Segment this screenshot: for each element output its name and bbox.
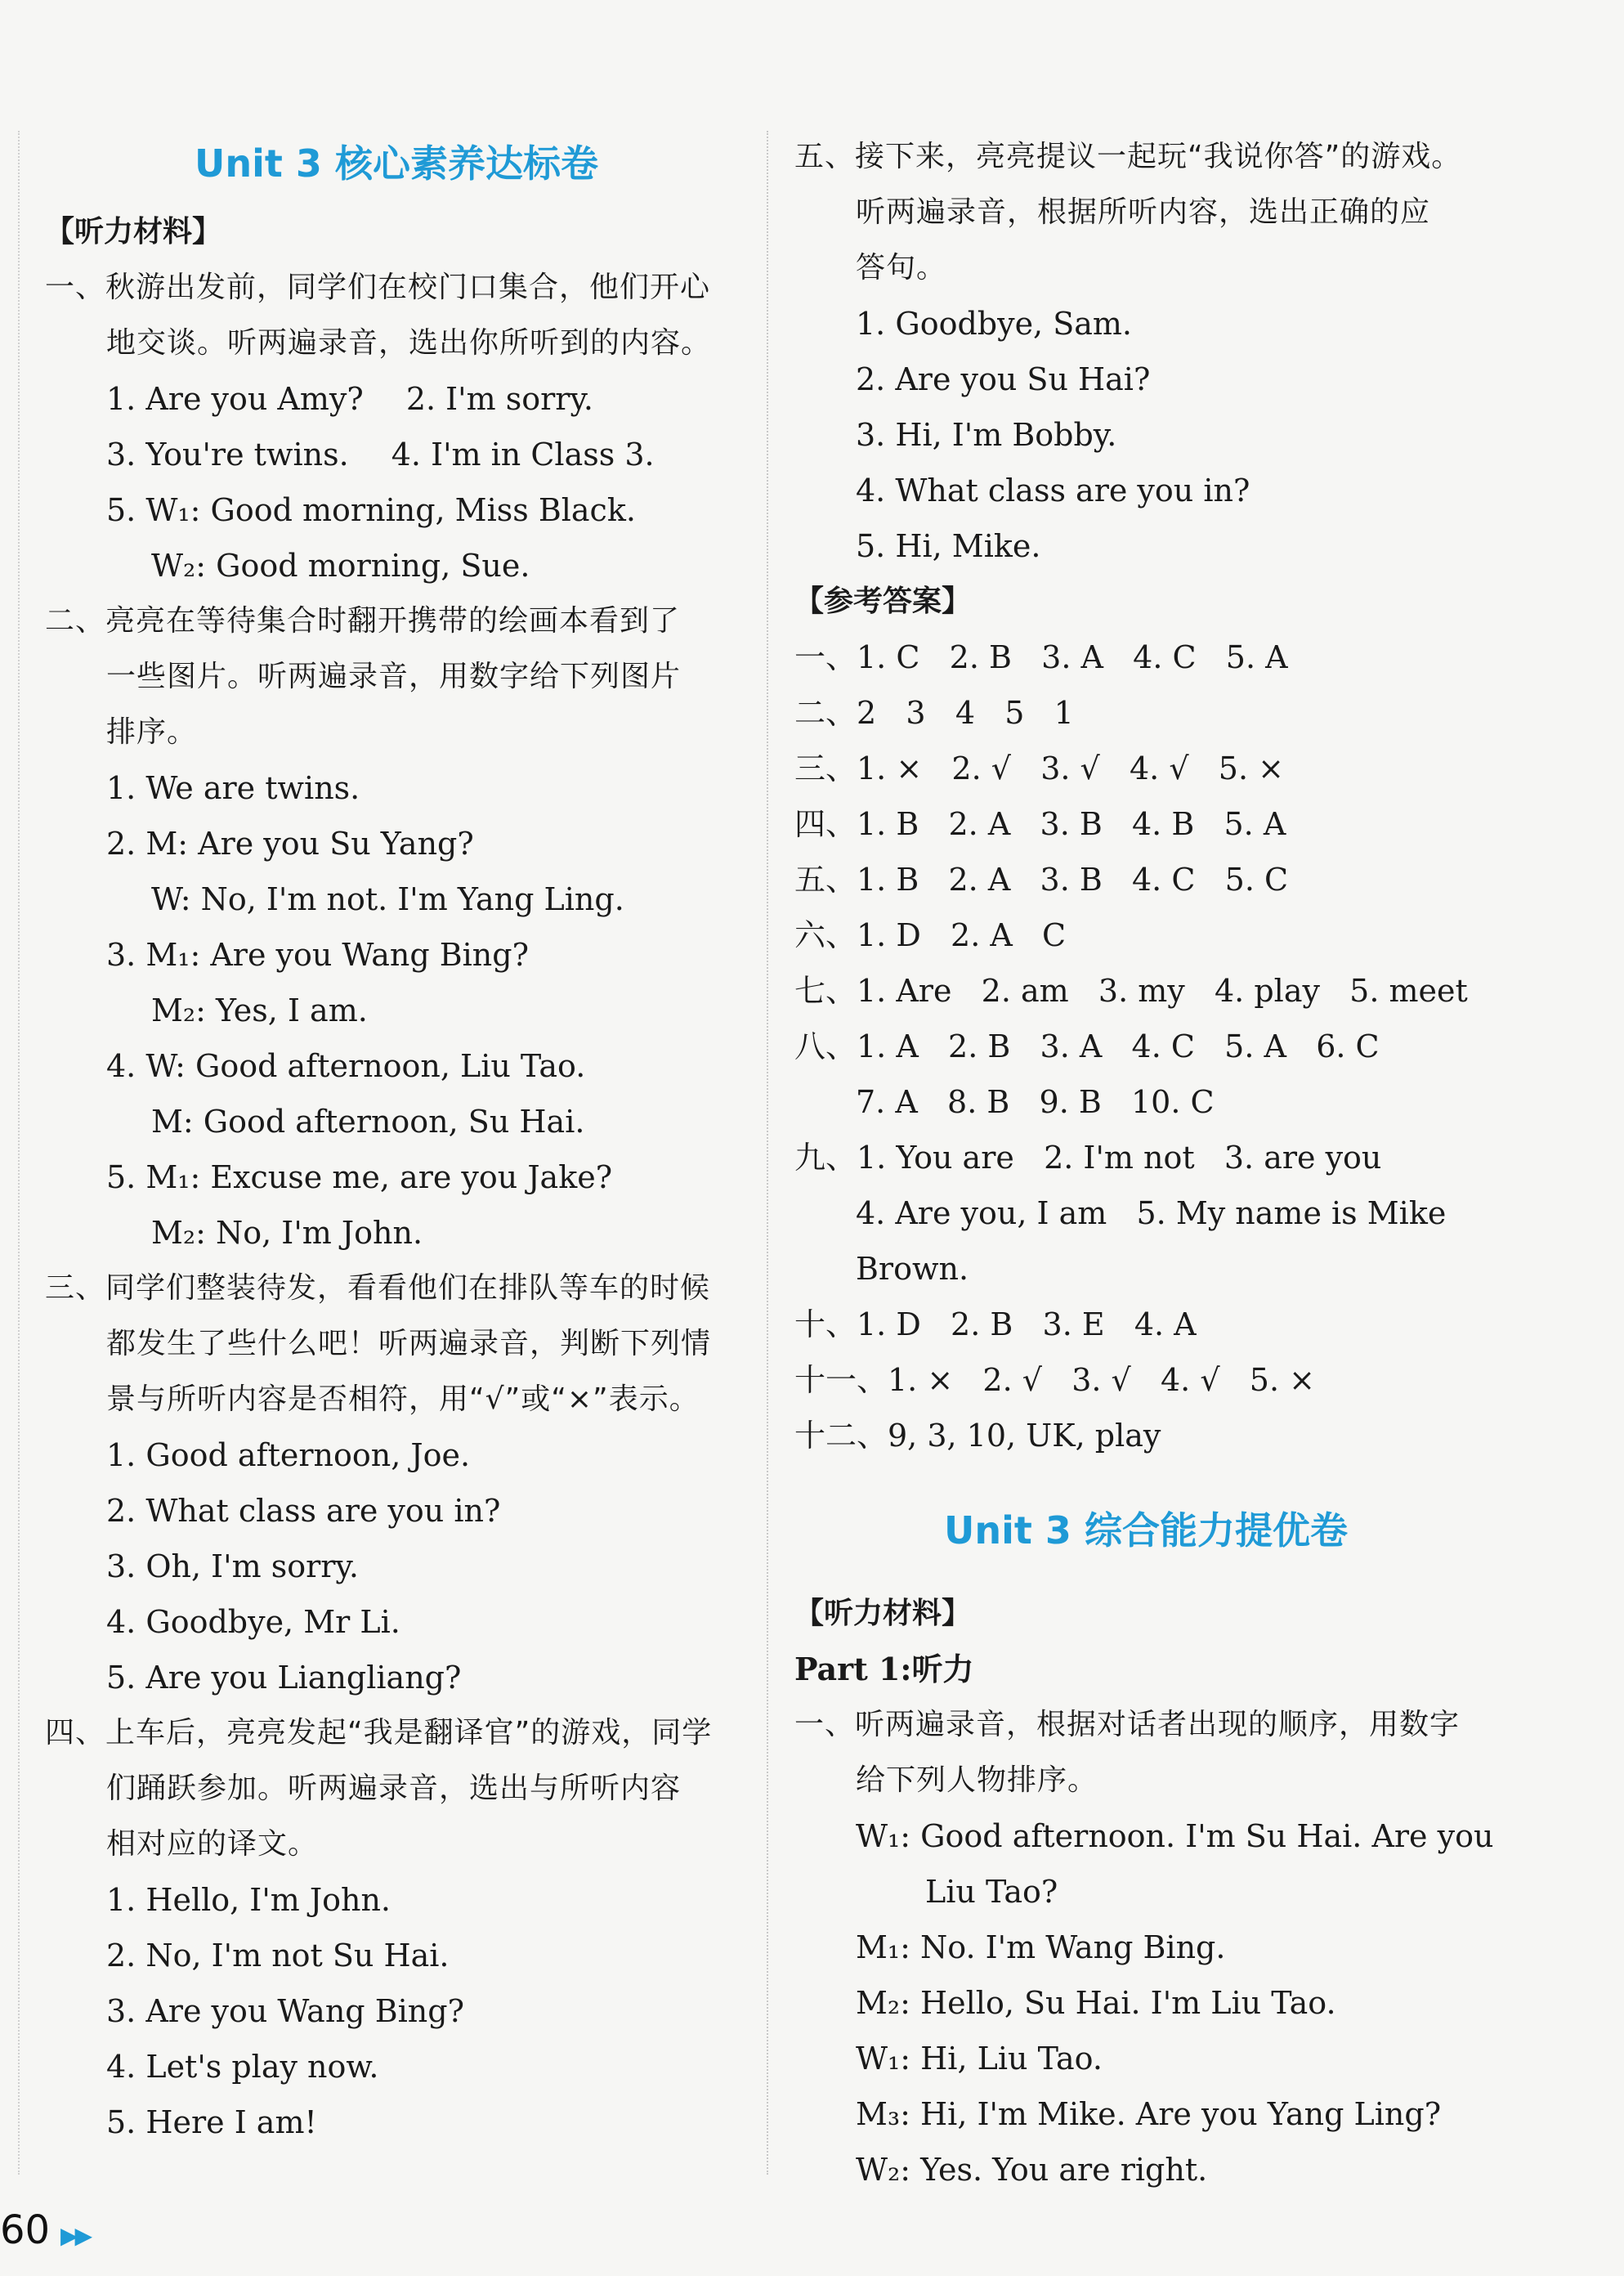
s5-question-c: 答句。: [856, 251, 947, 284]
s3-question-c: 景与所听内容是否相符，用“√”或“×”表示。: [106, 1382, 700, 1416]
answer-8a: 八、1. A 2. B 3. A 4. C 5. A 6. C: [794, 1028, 1380, 1064]
s1-item-5a: 5. W₁: Good morning, Miss Black.: [106, 492, 636, 528]
s2-line-6: 4. W: Good afternoon, Liu Tao.: [106, 1048, 586, 1084]
page-number: 60: [0, 2207, 51, 2253]
p1-line-3: M₁: No. I'm Wang Bing.: [856, 1929, 1226, 1965]
s2-question-c: 排序。: [106, 715, 198, 749]
left-column: [45, 123, 748, 2150]
listening-header-2: 【听力材料】: [794, 1597, 972, 1630]
s4-line-3: 3. Are you Wang Bing?: [106, 1993, 464, 2029]
answer-2: 二、2 3 4 5 1: [794, 695, 1074, 731]
s2-line-7: M: Good afternoon, Su Hai.: [151, 1104, 585, 1140]
answer-1: 一、1. C 2. B 3. A 4. C 5. A: [794, 639, 1288, 675]
s1-question-a: 一、秋游出发前，同学们在校门口集合，他们开心: [45, 271, 711, 304]
s2-line-8: 5. M₁: Excuse me, are you Jake?: [106, 1159, 613, 1195]
column-divider: [767, 131, 768, 2175]
s4-question-a: 四、上车后，亮亮发起“我是翻译官”的游戏，同学: [45, 1716, 713, 1750]
part1-label: Part 1:听力: [794, 1651, 974, 1687]
s3-question-b: 都发生了些什么吧！听两遍录音，判断下列情: [106, 1327, 712, 1360]
s3-line-3: 3. Oh, I'm sorry.: [106, 1548, 359, 1584]
s5-question-a: 五、接下来，亮亮提议一起玩“我说你答”的游戏。: [794, 140, 1462, 173]
s1-item-4: 4. I'm in Class 3.: [391, 437, 655, 473]
s2-question-a: 二、亮亮在等待集合时翻开携带的绘画本看到了: [45, 604, 681, 638]
answer-10: 十、1. D 2. B 3. E 4. A: [794, 1306, 1197, 1342]
answer-8b: 7. A 8. B 9. B 10. C: [856, 1084, 1215, 1120]
p1-line-5: W₁: Hi, Liu Tao.: [856, 2041, 1103, 2077]
s2-line-9: M₂: No, I'm John.: [151, 1215, 423, 1251]
s3-line-1: 1. Good afternoon, Joe.: [106, 1437, 471, 1473]
s2-line-1: 1. We are twins.: [106, 770, 360, 806]
answer-4: 四、1. B 2. A 3. B 4. B 5. A: [794, 806, 1286, 842]
answers-header: 【参考答案】: [794, 585, 972, 618]
answer-11: 十一、1. × 2. √ 3. √ 4. √ 5. ×: [794, 1362, 1315, 1398]
p1-line-1: W₁: Good afternoon. I'm Su Hai. Are you: [856, 1818, 1494, 1854]
p1-line-6: M₃: Hi, I'm Mike. Are you Yang Ling?: [856, 2096, 1442, 2132]
s4-line-2: 2. No, I'm not Su Hai.: [106, 1938, 450, 1974]
s1-item-1: 1. Are you Amy?: [106, 381, 364, 417]
page-arrows-icon: ▶▶: [60, 2222, 90, 2249]
s3-line-5: 5. Are you Liangliang?: [106, 1660, 462, 1696]
unit3-core-title: Unit 3 核心素养达标卷: [195, 141, 598, 186]
page-edge-rule: [18, 131, 20, 2175]
p1-line-2: Liu Tao?: [925, 1874, 1058, 1910]
listening-header: 【听力材料】: [45, 215, 222, 249]
answer-5: 五、1. B 2. A 3. B 4. C 5. C: [794, 862, 1289, 898]
s5-line-1: 1. Goodbye, Sam.: [856, 306, 1133, 342]
s1-row-2: [45, 427, 748, 482]
unit3-comprehensive-title: Unit 3 综合能力提优卷: [944, 1508, 1348, 1552]
answer-6: 六、1. D 2. A C: [794, 917, 1067, 953]
s2-line-3: W: No, I'm not. I'm Yang Ling.: [151, 881, 624, 917]
s2-question-b: 一些图片。听两遍录音，用数字给下列图片: [106, 660, 682, 693]
p1-line-4: M₂: Hello, Su Hai. I'm Liu Tao.: [856, 1985, 1336, 2021]
s4-question-c: 相对应的译文。: [106, 1827, 319, 1861]
s5-line-4: 4. What class are you in?: [856, 473, 1250, 509]
s1-item-2: 2. I'm sorry.: [405, 381, 593, 417]
p1-question-a: 一、听两遍录音，根据对话者出现的顺序，用数字: [794, 1708, 1461, 1741]
s2-line-2: 2. M: Are you Su Yang?: [106, 826, 474, 862]
s3-question-a: 三、同学们整装待发，看看他们在排队等车的时候: [45, 1271, 711, 1305]
s1-item-5b: W₂: Good morning, Sue.: [151, 548, 530, 584]
s4-question-b: 们踊跃参加。听两遍录音，选出与所听内容: [106, 1772, 682, 1805]
answer-7: 七、1. Are 2. am 3. my 4. play 5. meet: [794, 973, 1468, 1009]
s4-line-5: 5. Here I am!: [106, 2104, 317, 2140]
s4-line-1: 1. Hello, I'm John.: [106, 1882, 391, 1918]
s5-line-3: 3. Hi, I'm Bobby.: [856, 417, 1117, 453]
s1-row-1: [45, 371, 748, 427]
p1-line-7: W₂: Yes. You are right.: [856, 2152, 1208, 2188]
s5-line-5: 5. Hi, Mike.: [856, 528, 1041, 564]
p1-question-b: 给下列人物排序。: [856, 1763, 1098, 1797]
s3-line-4: 4. Goodbye, Mr Li.: [106, 1604, 400, 1640]
s2-line-4: 3. M₁: Are you Wang Bing?: [106, 937, 529, 973]
s4-line-4: 4. Let's play now.: [106, 2049, 379, 2085]
answer-12: 十二、9, 3, 10, UK, play: [794, 1418, 1161, 1454]
s1-question-b: 地交谈。听两遍录音，选出你所听到的内容。: [106, 326, 712, 360]
right-column: [794, 129, 1497, 2198]
answer-3: 三、1. × 2. √ 3. √ 4. √ 5. ×: [794, 750, 1284, 786]
answer-9b: 4. Are you, I am 5. My name is Mike: [856, 1195, 1447, 1231]
answer-9a: 九、1. You are 2. I'm not 3. are you: [794, 1140, 1382, 1176]
answer-9c: Brown.: [856, 1251, 969, 1287]
s1-item-3: 3. You're twins.: [106, 437, 349, 473]
s2-line-5: M₂: Yes, I am.: [151, 992, 368, 1028]
s5-question-b: 听两遍录音，根据所听内容，选出正确的应: [856, 195, 1431, 229]
s5-line-2: 2. Are you Su Hai?: [856, 361, 1151, 397]
s3-line-2: 2. What class are you in?: [106, 1493, 501, 1529]
